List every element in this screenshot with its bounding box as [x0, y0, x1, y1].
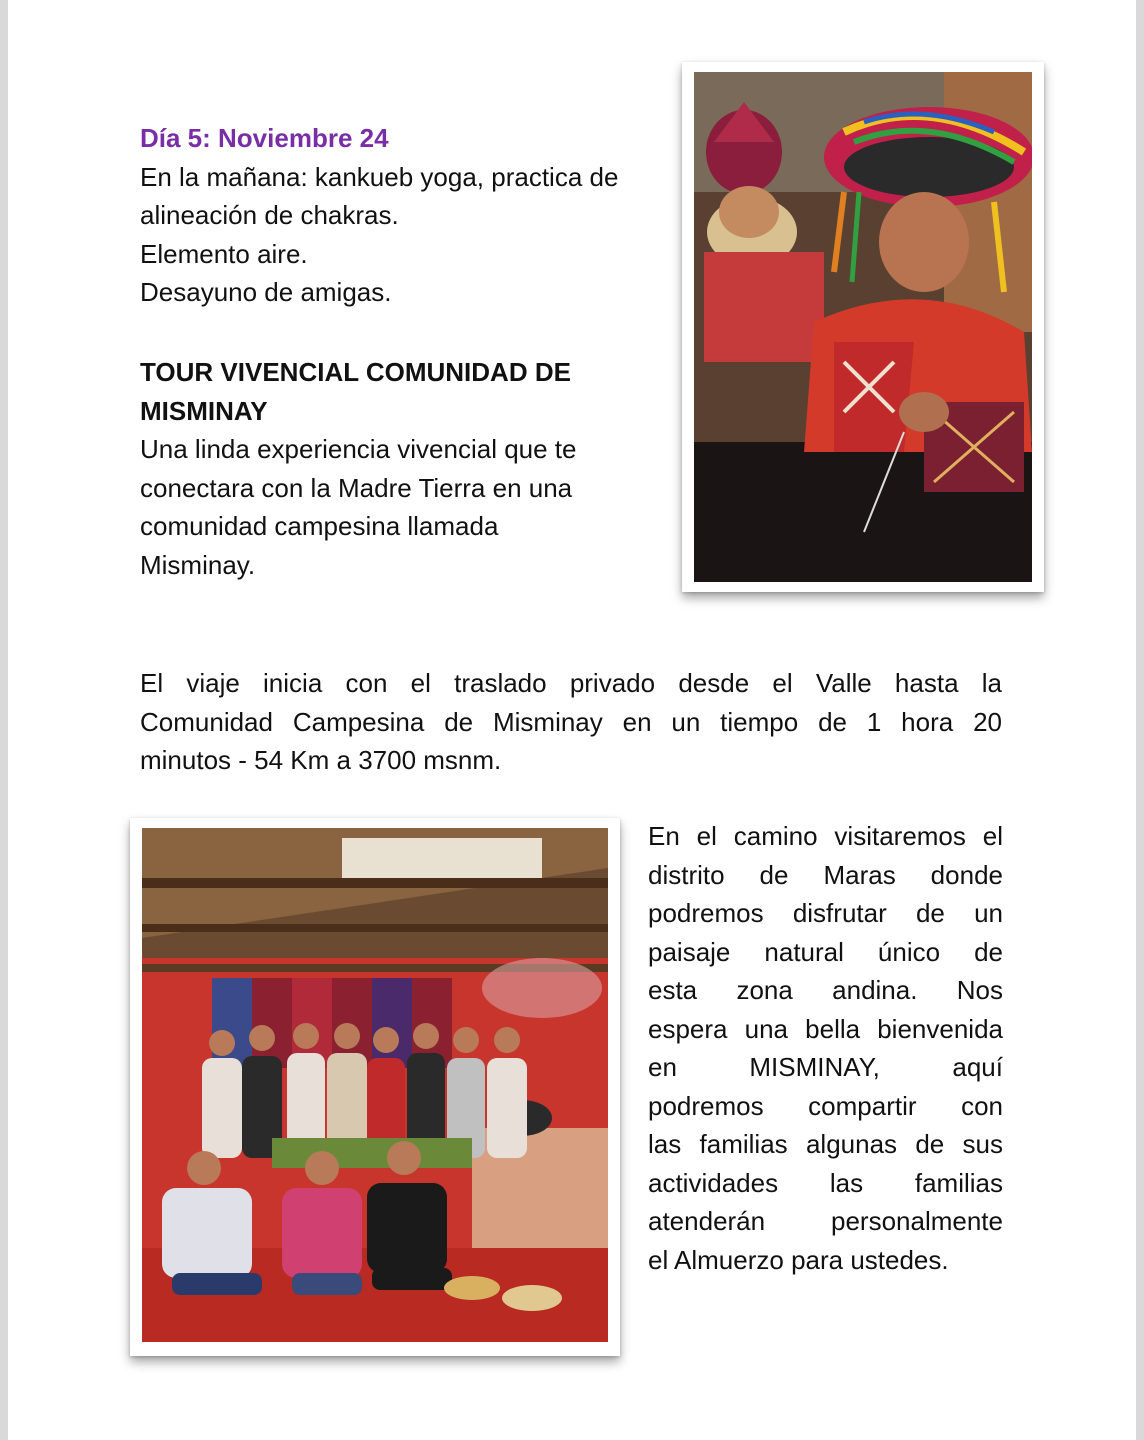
tour-description-line: Una linda experiencia vivencial que te: [140, 434, 577, 464]
route-line: actividades las familias: [648, 1167, 1003, 1198]
route-line: podremos compartir con: [648, 1090, 1003, 1121]
day-line: Elemento aire.: [140, 238, 308, 269]
weaver-photo-image: [694, 72, 1032, 582]
route-line: las familias algunas de sus: [648, 1129, 1003, 1159]
route-line: distrito de Maras donde: [648, 859, 1003, 890]
group-photo-image: [142, 828, 608, 1342]
route-line: atenderán personalmente: [648, 1206, 1003, 1236]
route-line: En el camino visitaremos el: [648, 821, 1003, 851]
day-title: Día 5: Noviembre 24: [140, 123, 389, 153]
tour-description-line: conectara con la Madre Tierra en una: [140, 472, 573, 503]
tour-heading: TOUR VIVENCIAL COMUNIDAD DE: [140, 357, 571, 387]
day-line: alineación de chakras.: [140, 200, 399, 230]
trip-line: Comunidad Campesina de Misminay en un tiempo de 1 hora 20: [140, 706, 1002, 737]
day-section: [140, 119, 670, 312]
trip-paragraph: [140, 664, 1002, 780]
trip-line: El viaje inicia con el traslado privado desde el Valle hasta la: [140, 668, 1002, 698]
tour-description-line: comunidad campesina llamada: [140, 511, 499, 541]
route-paragraph: [648, 817, 1003, 1279]
document-page: [8, 0, 1136, 1440]
route-line: paisaje natural único de: [648, 936, 1003, 967]
tour-description-line: Misminay.: [140, 549, 256, 580]
route-line: podremos disfrutar de un: [648, 898, 1003, 928]
day-line: En la mañana: kankueb yoga, practica de: [140, 161, 619, 192]
day-line: Desayuno de amigas.: [140, 277, 392, 307]
tour-section: [140, 353, 670, 584]
route-line: en MISMINAY, aquí: [648, 1052, 1003, 1082]
trip-line: minutos - 54 Km a 3700 msnm.: [140, 745, 502, 775]
group-photo: [130, 818, 620, 1356]
weaver-photo: [682, 62, 1044, 592]
route-line: esta zona andina. Nos: [648, 975, 1003, 1005]
tour-heading: MISMINAY: [140, 395, 268, 426]
route-line: el Almuerzo para ustedes.: [648, 1244, 949, 1275]
route-line: espera una bella bienvenida: [648, 1013, 1003, 1044]
